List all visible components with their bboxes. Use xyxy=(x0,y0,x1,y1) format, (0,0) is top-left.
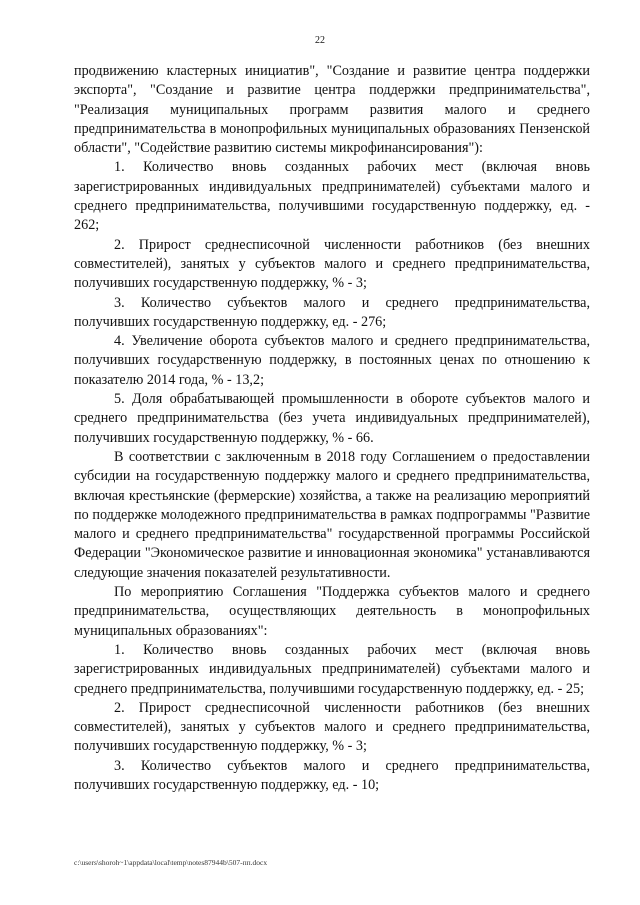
paragraph: 3. Количество субъектов малого и среднего предпринимательства, получивших государственную поддержку, ед. - 10; xyxy=(74,757,590,793)
paragraph: 1. Количество вновь созданных рабочих мест (включая вновь зарегистрированных индивидуальных предпринимателей) субъектами малого и среднего предпринимательства, получившими государственную поддержку, ед. - 262; xyxy=(74,159,590,234)
paragraph: 4. Увеличение оборота субъектов малого и среднего предпринимательства, получивших государственную поддержку, в постоянных ценах по отношению к показателю 2014 года, % - 13,2; xyxy=(74,333,590,388)
paragraph: 2. Прирост среднесписочной численности работников (без внешних совместителей), занятых у субъектов малого и среднего предпринимательства, получивших государственную поддержку, % - 3; xyxy=(74,699,590,755)
document-body xyxy=(74,62,590,795)
file-path-footer: c:\users\shoroh~1\appdata\local\temp\notes87944b\507-пп.docx xyxy=(74,858,268,867)
paragraph: 5. Доля обрабатывающей промышленности в обороте субъектов малого и среднего предпринимательства (без учета индивидуальных предпринимателей), получивших государственную поддержку, % - 66. xyxy=(74,391,590,446)
paragraph: По мероприятию Соглашения "Поддержка субъектов малого и среднего предпринимательства, осуществляющих деятельность в монопрофильных муниципальных образованиях": xyxy=(74,584,590,639)
paragraph: В соответствии с заключенным в 2018 году Соглашением о предоставлении субсидии на государственную поддержку малого и среднего предпринимательства, включая крестьянские (фермерские) хозяйства, а также на реализацию мероприятий по поддержке молодежного предпринимательства в рамках подпрограммы "Развитие малого и среднего предпринимательства" государственной программы Российской Федерации "Экономическое развитие и инновационная экономика" устанавливаются следующие значения показателей результативности. xyxy=(74,448,590,581)
paragraph: продвижению кластерных инициатив", "Создание и развитие центра поддержки экспорта", "Создание и развитие центра поддержки предпринимательства", "Реализация муниципальных программ развития малого и среднего предпринимательства в монопрофильных муниципальных образованиях Пензенской области", "Содействие развитию системы микрофинансирования"): xyxy=(74,63,590,157)
paragraph: 1. Количество вновь созданных рабочих мест (включая вновь зарегистрированных индивидуальных предпринимателей) субъектами малого и среднего предпринимательства, получившими государственную поддержку, ед. - 25; xyxy=(74,641,590,697)
page-number: 22 xyxy=(315,35,325,46)
paragraph: 3. Количество субъектов малого и среднего предпринимательства, получивших государственную поддержку, ед. - 276; xyxy=(74,294,590,330)
paragraph: 2. Прирост среднесписочной численности работников (без внешних совместителей), занятых у субъектов малого и среднего предпринимательства, получивших государственную поддержку, % - 3; xyxy=(74,236,590,292)
